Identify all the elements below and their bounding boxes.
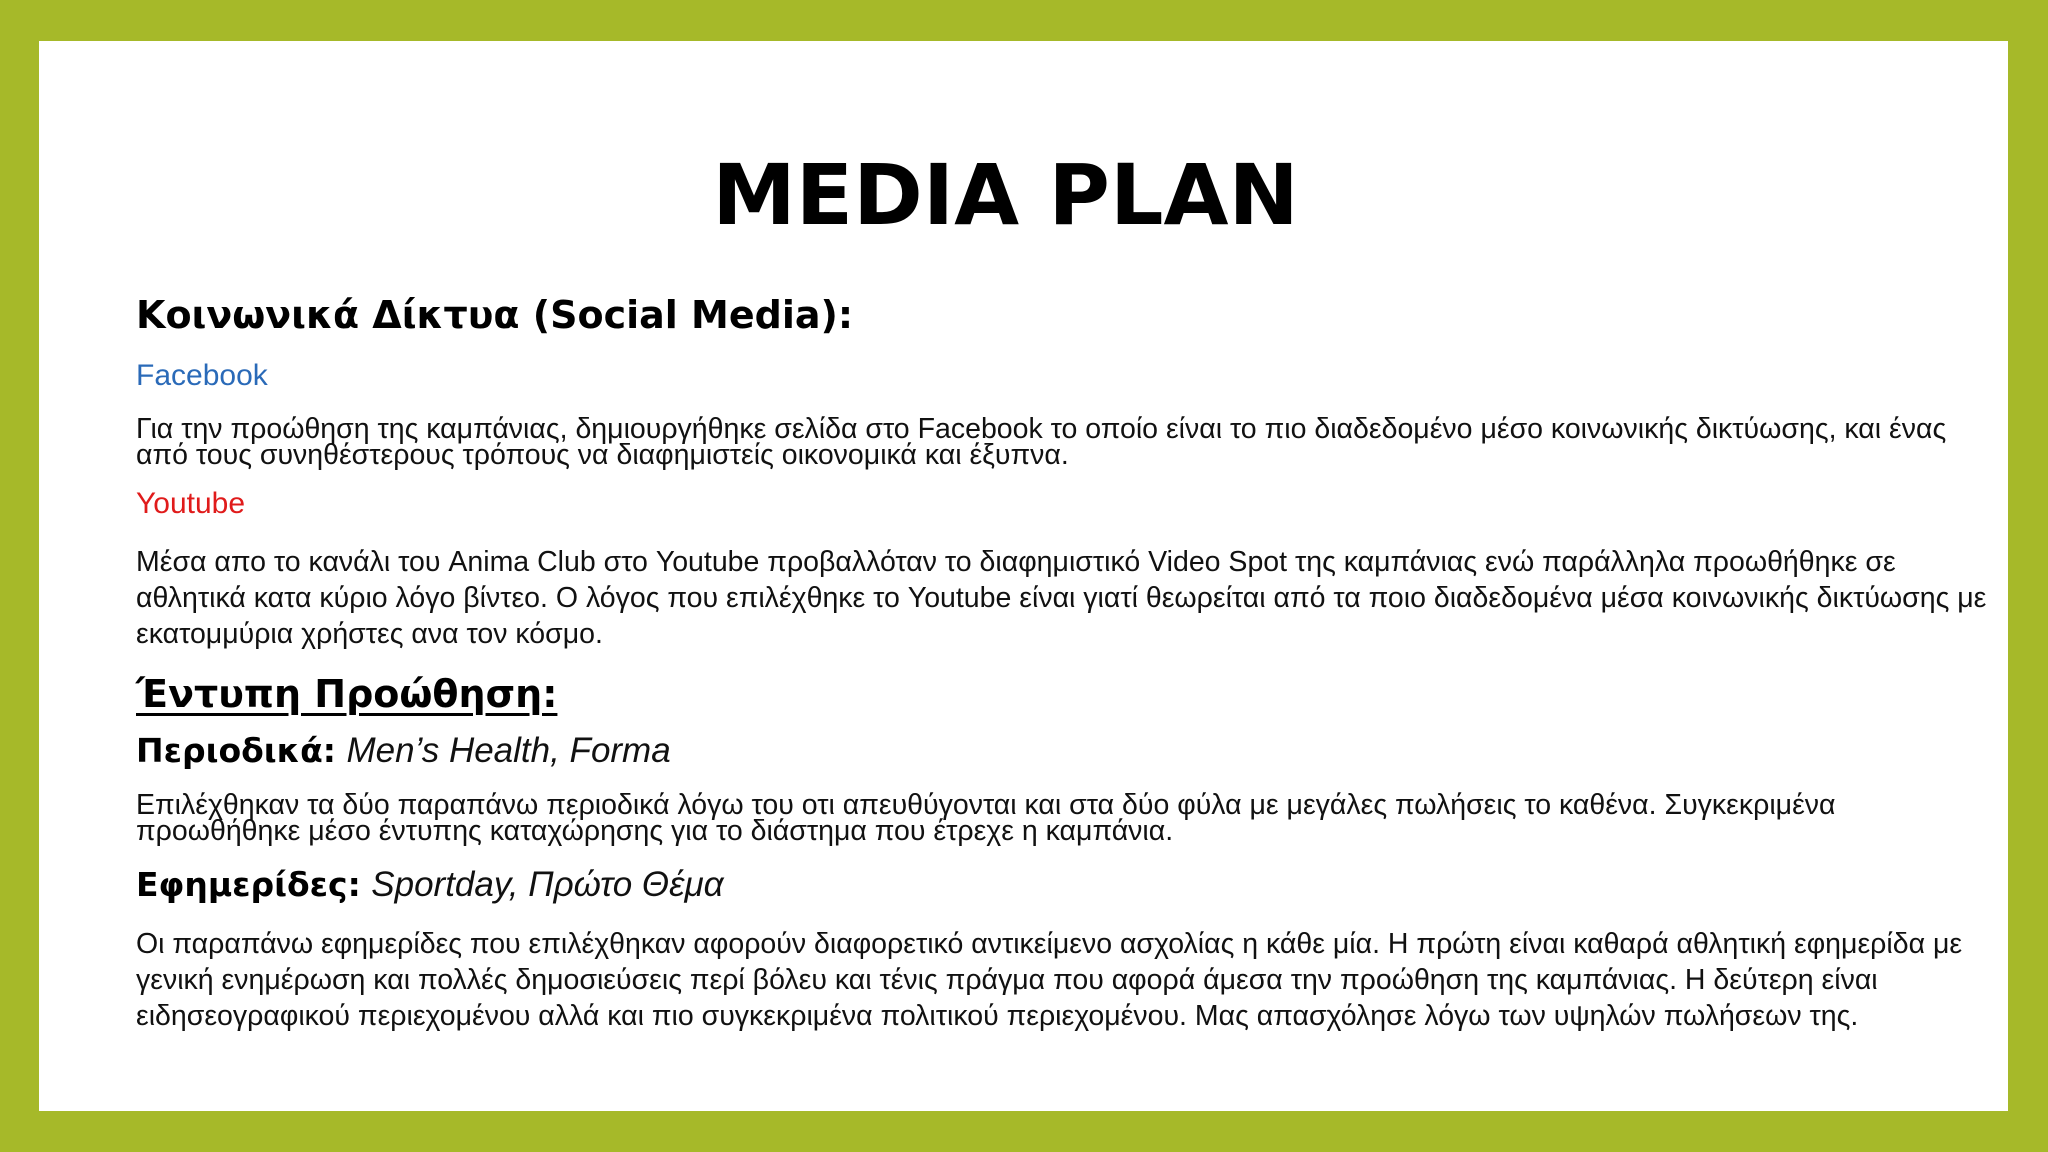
newspapers-line [136, 864, 1996, 906]
newspapers-description: Οι παραπάνω εφημερίδες που επιλέχθηκαν αφορούν διαφορετικό αντικείμενο ασχολίας η κάθε μία. Η πρώτη είναι καθαρά αθλητική εφημερίδα με γενική ενημέρωση και πολλές δημοσιεύσεις περί βόλευ και τένις πράγμα που αφορά άμεσα την προώθηση της καμπάνιας. Η δεύτερη είναι ειδησεογραφικού περιεχομένου αλλά και πιο συγκεκριμένα πολιτικού περιεχομένου. Μας απασχόλησε λόγω των υψηλών πωλήσεων της. [136, 928, 1963, 1032]
youtube-label: Youtube [136, 487, 246, 520]
print-promotion-heading: Έντυπη Προώθηση: [136, 672, 558, 716]
slide [39, 41, 2008, 1111]
newspapers-names: Sportday, Πρώτο Θέμα [371, 865, 724, 904]
magazines-line [136, 730, 1996, 772]
facebook-description: Για την προώθηση της καμπάνιας, δημιουργήθηκε σελίδα στο Facebook το οποίο είναι το πιο διαδεδομένο μέσο κοινωνικής δικτύωσης, και ένας από τους συνηθέστερους τρόπους να διαφημιστείς οικονομικά και έξυπνα. [136, 413, 1947, 471]
slide-content [136, 291, 1996, 1034]
magazines-description: Επιλέχθηκαν τα δύο παραπάνω περιοδικά λόγω του οτι απευθύγονται και στα δύο φύλα με μεγάλες πωλήσεις το καθένα. Συγκεκριμένα προωθήθηκε μέσο έντυπης καταχώρησης για το διάστημα που έτρεχε η καμπάνια. [136, 789, 1836, 847]
youtube-description: Μέσα απο το κανάλι του Anima Club στο Youtube προβαλλόταν το διαφημιστικό Video Spot της καμπάνιας ενώ παράλληλα προωθήθηκε σε αθλητικά κατα κύριο λόγο βίντεο. Ο λόγος που επιλέχθηκε το Youtube είναι γιατί θεωρείται από τα ποιο διαδεδομένα μέσα κοινωνικής δικτύωσης με εκατομμύρια χρήστες ανα τον κόσμο. [136, 546, 1987, 650]
magazines-names: Men’s Health, Forma [346, 731, 671, 770]
magazines-label: Περιοδικά: [136, 731, 336, 770]
social-media-heading: Κοινωνικά Δίκτυα (Social Media): [136, 293, 854, 337]
page-title: MEDIA PLAN [712, 146, 1299, 244]
newspapers-label: Εφημερίδες: [136, 865, 361, 904]
facebook-label: Facebook [136, 359, 268, 392]
